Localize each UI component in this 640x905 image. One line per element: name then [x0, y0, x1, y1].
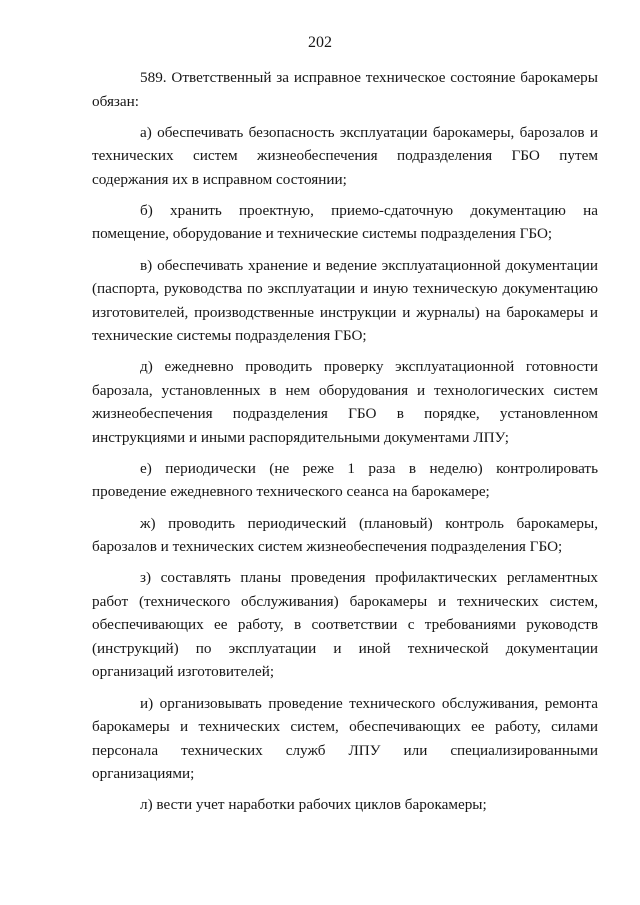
list-item-i: и) организовывать проведение технического обслуживания, ремонта барокамеры и технических систем, обеспечивающих ее работу, силами персонала технических служб ЛПУ или специализированными организациями; — [92, 694, 598, 782]
list-item-a: а) обеспечивать безопасность эксплуатации барокамеры, барозалов и технических систем жизнеобеспечения подразделения ГБО путем содержания их в исправном состоянии; — [92, 123, 598, 188]
document-body — [92, 66, 598, 824]
page-number: 202 — [308, 34, 332, 51]
list-item-l: л) вести учет наработки рабочих циклов барокамеры; — [140, 796, 487, 814]
list-item-b: б) хранить проектную, приемо-сдаточную документацию на помещение, оборудование и технические системы подразделения ГБО; — [92, 201, 598, 243]
section-589-heading: 589. Ответственный за исправное техническое состояние барокамеры обязан: — [92, 69, 598, 110]
list-item-zh: ж) проводить периодический (плановый) контроль барокамеры, барозалов и технических систем жизнеобеспечения подразделения ГБО; — [92, 514, 598, 556]
list-item-e: е) периодически (не реже 1 раза в неделю) контролировать проведение ежедневного технического сеанса на барокамере; — [92, 459, 598, 501]
list-item-v: в) обеспечивать хранение и ведение эксплуатационной документации (паспорта, руководства по эксплуатации и иную техническую документацию изготовителей, производственные инструкции и журналы) на барокамеры и технические системы подразделения ГБО; — [92, 256, 598, 345]
list-item-z: з) составлять планы проведения профилактических регламентных работ (технического обслуживания) барокамеры и технических систем, обеспечивающих ее работу, в соответствии с требованиями руководств (инструкций) по эксплуатации и иной технической документации организаций изготовителей; — [92, 569, 598, 681]
list-item-d: д) ежедневно проводить проверку эксплуатационной готовности барозала, установленных в нем оборудования и технологических систем жизнеобеспечения подразделения ГБО в порядке, установленном инструкциями и иными распорядительными документами ЛПУ; — [92, 358, 598, 446]
